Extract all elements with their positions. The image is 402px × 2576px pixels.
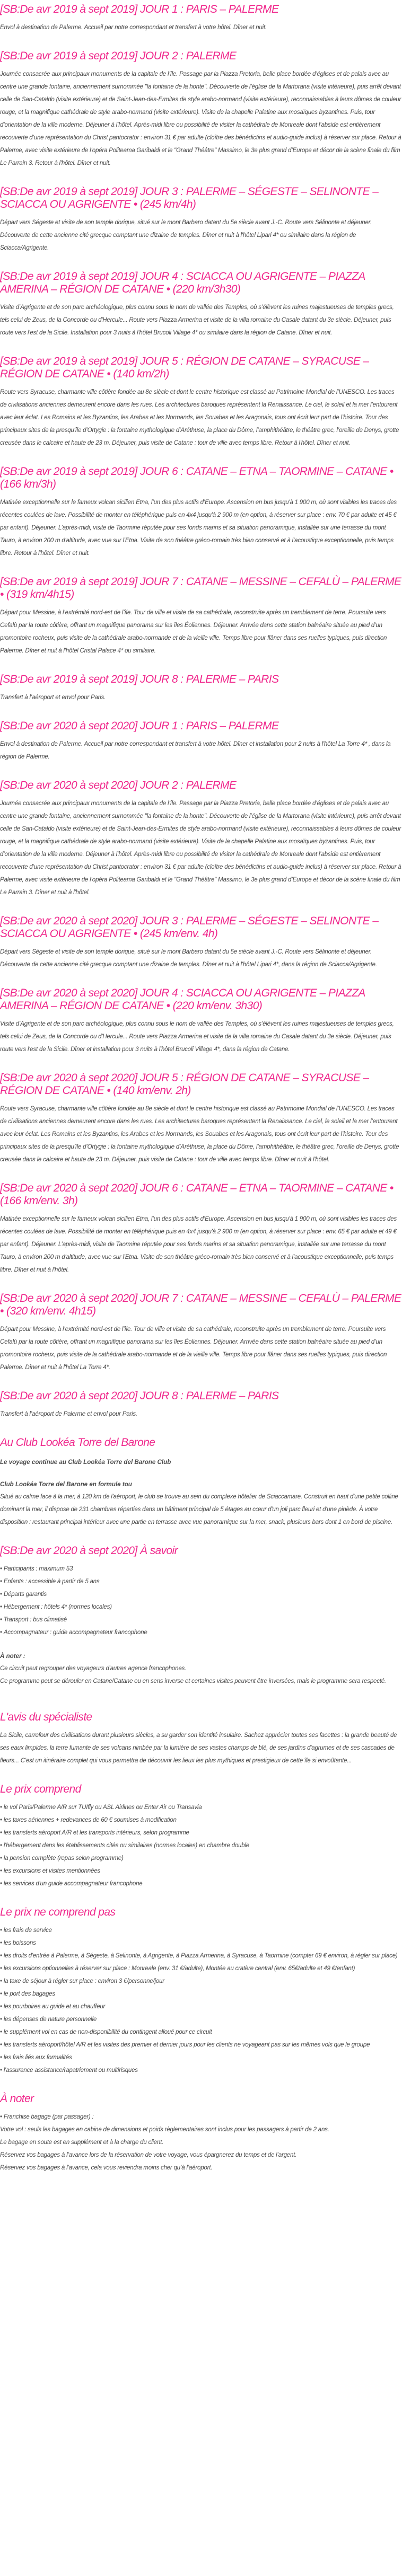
a-savoir-title: [SB:De avr 2020 à sept 2020] À savoir xyxy=(0,1545,178,1557)
day-section xyxy=(0,915,402,971)
list-item: • la pension complète (repas selon programme) xyxy=(0,1855,124,1862)
day-description: Journée consacrée aux principaux monuments de la capitale de l’île. Passage par la Piazza Pretoria, belle place bordée d’églises et de palais avec au centre une grande fontaine, anciennement surnommée "la fontaine de la honte". Découverte de l’église de la Martorana (visite intérieure), puis arrêt devant celle de San-Cataldo (visite extérieure) et de Saint-Jean-des-Ermites de style arabo-normand (visite extérieure), reconnaissables à leurs dômes de couleur rouge, et la magnifique cathédrale de style arabo-normand (visite extérieure). Visite de la chapelle Palatine aux mosaïques byzantines. Puis, tour d’orientation de la ville moderne. Déjeuner à l’hôtel. Après-midi libre ou possibilité de visiter la cathédrale de Monreale dont l’abside est entièrement recouverte d’une représentation du Christ pantocrator : environ 31 € par adulte (cloître des bénédictins et audio-guide inclus) à réserver sur place. Retour à Palerme, avec visite extérieure de l’opéra Politeama Garibaldi et le "Grand Théâtre" Massimo, le 3e plus grand d’Europe et décor de la scène finale du film Le Parrain 3. Retour à l'hôtel. Dîner et nuit. xyxy=(0,70,401,166)
list-item: • les boissons xyxy=(0,1939,36,1946)
bullet-icon: • xyxy=(0,1603,2,1610)
bullet-icon: • xyxy=(0,1990,2,1997)
avis-title: L'avis du spécialiste xyxy=(0,1711,92,1723)
bullet-icon: • xyxy=(0,1867,2,1874)
a-savoir-section xyxy=(0,1545,402,1688)
day-description: Transfert à l’aéroport et envol pour Paris. xyxy=(0,694,106,701)
bullet-icon: • xyxy=(0,2113,2,2120)
day-description: Envol à destination de Palerme. Accueil par notre correspondant et transfert à votre hôtel. Dîner et nuit. xyxy=(0,24,267,31)
note-text: Le bagage en soute est en supplément et à la charge du client. xyxy=(0,2139,164,2146)
club-title: Au Club Lookéa Torre del Barone xyxy=(0,1436,155,1449)
note-text: Réservez vos bagages à l’avance lors de la réservation de votre voyage, vous épargnerez du temps et de l’argent. xyxy=(0,2151,297,2158)
day-title: [SB:De avr 2019 à sept 2019] JOUR 2 : PALERME xyxy=(0,50,237,62)
day-description: Visite d’Agrigente et de son parc archéologique, plus connu sous le nom de vallée des Temples, où s’élèvent les ruines majestueuses de temples grecs, tels celui de Zeus, de la Concorde ou d'Hercule... Route vers Piazza Armerina et visite de la villa romaine du Casale datant du 3e siècle. Déjeuner, puis route vers l'est de la Sicile. Dîner et installation pour 3 nuits à l'hôtel Brucoli Village 4*, dans la région de Catane. xyxy=(0,1020,394,1053)
day-title: [SB:De avr 2019 à sept 2019] JOUR 3 : PALERME – SÉGESTE – SELINONTE – SCIACCA OU AGRIGENTE • (245 km/4h) xyxy=(0,186,379,210)
day-title: [SB:De avr 2020 à sept 2020] JOUR 6 : CATANE – ETNA – TAORMINE – CATANE • (166 km/env. 3h) xyxy=(0,1182,394,1207)
day-title: [SB:De avr 2020 à sept 2020] JOUR 4 : SCIACCA OU AGRIGENTE – PIAZZA AMERINA – RÉGION DE CATANE • (220 km/env. 3h30) xyxy=(0,987,365,1012)
bullet-icon: • xyxy=(0,1952,2,1959)
bullet-icon: • xyxy=(0,1804,2,1811)
day-description: Départ pour Messine, à l’extrémité nord-est de l’île. Tour de ville et visite de sa cathédrale, reconstruite après un tremblement de terre. Poursuite vers Cefalù par la route côtière, offrant un magnifique panorama sur les îles Éoliennes. Déjeuner. Arrivée dans cette station balnéaire située au pied d’un promontoire rocheux, puis visite de la cathédrale arabo-normande et de la vieille ville. Temps libre pour flâner dans ses ruelles typiques, puis direction Palerme. Dîner et nuit à l'hôtel Cristal Palace 4* ou similaire. xyxy=(0,609,387,654)
day-section xyxy=(0,1390,402,1421)
prix-ne-comprend-pas-section xyxy=(0,1906,402,2077)
day-title: [SB:De avr 2020 à sept 2020] JOUR 7 : CATANE – MESSINE – CEFALÙ – PALERME • (320 km/env. 4h15) xyxy=(0,1292,401,1317)
day-description: Matinée exceptionnelle sur le fameux volcan sicilien Etna, l’un des plus actifs d’Europe. Ascension en bus jusqu'à 1 900 m, où sont visibles les traces des récentes coulées de lave. Possibilité de monter en téléphérique puis en 4x4 jusqu'à 2 900 m (en option, à réserver sur place : env. 70 € par adulte et 45 € par enfant). Déjeuner. L’après-midi, visite de Taormine réputée pour ses fonds marins et sa situation panoramique, installée sur une terrasse du mont Tauro, à environ 200 m d'altitude, avec vue sur l'Etna. Visite de son théâtre gréco-romain très bien conservé et à l’acoustique exceptionnelle, puis temps libre. Retour à l'hôtel. Dîner et nuit. xyxy=(0,499,397,557)
list-item: • Enfants : accessible à partir de 5 ans xyxy=(0,1578,100,1585)
day-section xyxy=(0,355,402,449)
list-item: • les dépenses de nature personnelle xyxy=(0,2016,97,2023)
list-item: • le port des bagages xyxy=(0,1990,55,1997)
prix-ne-comprend-pas-title: Le prix ne comprend pas xyxy=(0,1906,116,1918)
note-label: À noter : xyxy=(0,1653,25,1660)
list-item: • les taxes aériennes + redevances de 60 € soumises à modification xyxy=(0,1816,177,1823)
list-item: • les frais liés aux formalités xyxy=(0,2054,72,2061)
day-section xyxy=(0,186,402,254)
day-description: Transfert à l’aéroport de Palerme et envol pour Paris. xyxy=(0,1410,137,1417)
bullet-icon: • xyxy=(0,1578,2,1585)
day-section xyxy=(0,1072,402,1166)
prix-comprend-title: Le prix comprend xyxy=(0,1783,81,1795)
day-description: Matinée exceptionnelle sur le fameux volcan sicilien Etna, l’un des plus actifs d’Europe. Ascension en bus jusqu'à 1 900 m, où sont visibles les traces des récentes coulées de lave. Possibilité de monter en téléphérique puis en 4x4 jusqu'à 2 900 m (en option, à réserver sur place : env. 65 € par adulte et 49 € par enfant). Déjeuner. L’après-midi, visite de Taormine réputée pour ses fonds marins et sa situation panoramique, installée sur une terrasse du mont Tauro, à environ 200 m d'altitude, avec vue sur l'Etna. Visite de son théâtre gréco-romain très bien conservé et à l’acoustique exceptionnelle, puis temps libre. Dîner et nuit à l'hôtel. xyxy=(0,1215,397,1273)
prix-ne-comprend-pas-list xyxy=(0,1924,402,2077)
list-item: • le vol Paris/Palerme A/R sur TUIfly ou ASL Airlines ou Enter Air ou Transavia xyxy=(0,1804,202,1811)
a-noter-list xyxy=(0,2111,402,2123)
bullet-icon: • xyxy=(0,1565,2,1572)
bullet-icon: • xyxy=(0,1616,2,1623)
note-text: Réservez vos bagages à l’avance, cela vous reviendra moins cher qu’à l’aéroport. xyxy=(0,2164,213,2171)
list-item: • les pourboires au guide et au chauffeur xyxy=(0,2003,106,2010)
avis-section xyxy=(0,1711,402,1767)
bullet-icon: • xyxy=(0,1927,2,1934)
day-section xyxy=(0,50,402,170)
bullet-icon: • xyxy=(0,1965,2,1972)
bullet-icon: • xyxy=(0,1939,2,1946)
bullet-icon: • xyxy=(0,1842,2,1849)
bullet-icon: • xyxy=(0,2067,2,2074)
day-description: Départ vers Ségeste et visite de son temple dorique, situé sur le mont Barbaro datant du 5e siècle avant J.-C. Route vers Sélinonte et déjeuner. Découverte de cette ancienne cité grecque comptant une dizaine de temples. Dîner et nuit à l'hôtel Lipari 4* ou similaire dans la région de Sciacca/Agrigente. xyxy=(0,219,372,251)
day-title: [SB:De avr 2019 à sept 2019] JOUR 6 : CATANE – ETNA – TAORMINE – CATANE • (166 km/3h) xyxy=(0,465,394,490)
day-description: Départ pour Messine, à l’extrémité nord-est de l’île. Tour de ville et visite de sa cathédrale, reconstruite après un tremblement de terre. Poursuite vers Cefalù par la route côtière, offrant un magnifique panorama sur les îles Éoliennes. Déjeuner. Arrivée dans cette station balnéaire située au pied d’un promontoire rocheux, puis visite de la cathédrale arabo-normande et de la vieille ville. Temps libre pour flâner dans ses ruelles typiques, puis direction Palerme. Dîner et nuit à l'hôtel La Torre 4*. xyxy=(0,1326,387,1371)
list-item: • Franchise bagage (par passager) : xyxy=(0,2113,94,2120)
list-item: • la taxe de séjour à régler sur place : environ 3 €/personne/jour xyxy=(0,1978,164,1984)
list-item: • les frais de service xyxy=(0,1927,52,1934)
list-item: • Accompagnateur : guide accompagnateur francophone xyxy=(0,1629,147,1636)
day-title: [SB:De avr 2019 à sept 2019] JOUR 1 : PARIS – PALERME xyxy=(0,3,279,15)
day-title: [SB:De avr 2020 à sept 2020] JOUR 1 : PARIS – PALERME xyxy=(0,720,279,732)
day-section xyxy=(0,1182,402,1276)
list-item: • Participants : maximum 53 xyxy=(0,1565,73,1572)
list-item: • les services d'un guide accompagnateur francophone xyxy=(0,1880,143,1887)
day-section xyxy=(0,673,402,704)
prix-comprend-list xyxy=(0,1801,402,1890)
list-item: • Départs garantis xyxy=(0,1591,47,1598)
bullet-icon: • xyxy=(0,2003,2,2010)
day-section xyxy=(0,576,402,657)
prix-comprend-section xyxy=(0,1783,402,1890)
list-item: • Hébergement : hôtels 4* (normes locales) xyxy=(0,1603,112,1610)
day-title: [SB:De avr 2019 à sept 2019] JOUR 5 : RÉGION DE CATANE – SYRACUSE – RÉGION DE CATANE • (140 km/2h) xyxy=(0,355,369,380)
day-section xyxy=(0,779,402,899)
bullet-icon: • xyxy=(0,1855,2,1862)
avis-text: La Sicile, carrefour des civilisations durant plusieurs siècles, a su garder son identité insulaire. Sachez apprécier toutes ses facettes : la grande beauté de ses eaux limpides, la terre fumante de ses volcans nimbée par la lumière de ses vastes champs de blé, de ses jardins d'agrumes et de ses cascades de fleurs... C'est un itinéraire complet qui vous permettra de découvrir les lieux les plus mythiques et prestigieux de cette île si envoûtante... xyxy=(0,1732,397,1764)
club-name: Club Lookéa Torre del Barone en formule tou xyxy=(0,1481,132,1488)
bullet-icon: • xyxy=(0,2041,2,2048)
list-item: • les excursions optionnelles à réserver sur place : Monreale (env. 31 €/adulte), Montée au cratère central (env. 65€/adulte et 49 €/enfant) xyxy=(0,1965,355,1972)
day-section xyxy=(0,720,402,763)
day-section xyxy=(0,987,402,1056)
day-title: [SB:De avr 2020 à sept 2020] JOUR 8 : PALERME – PARIS xyxy=(0,1390,279,1402)
day-section xyxy=(0,1292,402,1374)
day-description: Départ vers Ségeste et visite de son temple dorique, situé sur le mont Barbaro datant du 5e siècle avant J.-C. Route vers Sélinonte et déjeuner. Découverte de cette ancienne cité grecque comptant une dizaine de temples. Dîner et nuit à l'hôtel Lipari 4*, dans la région de Sciacca/Agrigente. xyxy=(0,948,377,968)
bullet-icon: • xyxy=(0,1880,2,1887)
club-subtitle: Le voyage continue au Club Lookéa Torre del Barone Club xyxy=(0,1459,171,1466)
note-text: Ce programme peut se dérouler en Catane/Catane ou en sens inverse et certaines visites peuvent être inversées, mais le programme sera respecté. xyxy=(0,1678,386,1684)
bullet-icon: • xyxy=(0,1591,2,1598)
day-title: [SB:De avr 2020 à sept 2020] JOUR 3 : PALERME – SÉGESTE – SELINONTE – SCIACCA OU AGRIGENTE • (245 km/env. 4h) xyxy=(0,915,379,940)
day-section xyxy=(0,465,402,560)
day-description: Visite d’Agrigente et de son parc archéologique, plus connu sous le nom de vallée des Temples, où s’élèvent les ruines majestueuses de temples grecs, tels celui de Zeus, de la Concorde ou d'Hercule... Route vers Piazza Armerina et visite de la villa romaine du Casale datant du 3e siècle. Déjeuner, puis route vers l'est de la Sicile. Installation pour 3 nuits à l'hôtel Brucoli Village 4* ou similaire dans la région de Catane. Dîner et nuit. xyxy=(0,304,394,336)
day-title: [SB:De avr 2020 à sept 2020] JOUR 5 : RÉGION DE CATANE – SYRACUSE – RÉGION DE CATANE • (140 km/env. 2h) xyxy=(0,1072,369,1097)
list-item: • Transport : bus climatisé xyxy=(0,1616,67,1623)
day-title: [SB:De avr 2020 à sept 2020] JOUR 2 : PALERME xyxy=(0,779,237,791)
bullet-icon: • xyxy=(0,1816,2,1823)
bullet-icon: • xyxy=(0,1629,2,1636)
day-description: Envol à destination de Palerme. Accueil par notre correspondant et transfert à votre hôtel. Dîner et installation pour 2 nuits à l'hôtel La Torre 4* , dans la région de Palerme. xyxy=(0,740,391,760)
note-text: Votre vol : seuls les bagages en cabine de dimensions et poids règlementaires sont inclus pour les passagers à partir de 2 ans. xyxy=(0,2126,329,2133)
day-description: Route vers Syracuse, charmante ville côtière fondée au 8e siècle et dont le centre historique est classé au Patrimoine Mondial de l’UNESCO. Les traces de civilisations anciennes demeurent encore dans les rues. Les architectures baroques représentent la Renaissance. Le ciel, le soleil et la mer l’entourent avec leur éclat. Les Romains et les Byzantins, les Arabes et les Normands, les Souabes et les Aragonais, tous ont écrit leur part de l’histoire. Tour des principaux sites de la presqu'île d’Ortygie : la fontaine mythologique d’Aréthuse, la place du Dôme, l’amphithéâtre, le théâtre grec, l’oreille de Denys, grotte creusée dans le calcaire et haute de 23 m. Déjeuner, puis visite de Catane : tour de ville avec temps libre. Retour à l'hôtel. Dîner et nuit. xyxy=(0,389,399,446)
a-savoir-list xyxy=(0,1563,402,1639)
list-item: • les excursions et visites mentionnées xyxy=(0,1867,100,1874)
day-title: [SB:De avr 2019 à sept 2019] JOUR 7 : CATANE – MESSINE – CEFALÙ – PALERME • (319 km/4h15) xyxy=(0,576,401,601)
a-noter-section xyxy=(0,2093,402,2174)
a-noter-title: À noter xyxy=(0,2093,34,2105)
list-item: • l'hébergement dans les établissements cités ou similaires (normes locales) en chambre double xyxy=(0,1842,249,1849)
note-text: Ce circuit peut regrouper des voyageurs d'autres agence francophones. xyxy=(0,1665,187,1672)
bullet-icon: • xyxy=(0,2028,2,2035)
day-section xyxy=(0,3,402,34)
list-item: • les transferts aéroport/hôtel A/R et les visites des premier et dernier jours pour les clients ne voyageant pas sur les mêmes vols que le groupe xyxy=(0,2041,370,2048)
club-section xyxy=(0,1436,402,1529)
day-section xyxy=(0,270,402,339)
club-description: Situé au calme face à la mer, à 120 km de l'aéroport, le club se trouve au sein du complexe hôtelier de Sciaccamare. Construit en haut d'une petite colline dominant la mer, il dispose de 231 chambres réparties dans un bâtiment principal de 5 étages au cœur d'un joli parc fleuri et d'une pinède. À votre disposition : restaurant principal intérieur avec une partie en terrasse avec vue panoramique sur la mer, snack, plusieurs bars dont 1 en bord de piscine. xyxy=(0,1493,398,1525)
bullet-icon: • xyxy=(0,2054,2,2061)
list-item: • les droits d'entrée à Palerme, à Ségeste, à Selinonte, à Agrigente, à Piazza Armerina, à Syracuse, à Taormine (compter 69 € environ, à régler sur place) xyxy=(0,1952,398,1959)
day-title: [SB:De avr 2019 à sept 2019] JOUR 4 : SCIACCA OU AGRIGENTE – PIAZZA AMERINA – RÉGION DE CATANE • (220 km/3h30) xyxy=(0,270,365,295)
day-description: Journée consacrée aux principaux monuments de la capitale de l’île. Passage par la Piazza Pretoria, belle place bordée d’églises et de palais avec au centre une grande fontaine, anciennement surnommée "la fontaine de la honte". Découverte de l’église de la Martorana (visite intérieure), puis arrêt devant celle de San-Cataldo (visite extérieure) et de Saint-Jean-des-Ermites de style arabo-normand (visite extérieure), reconnaissables à leurs dômes de couleur rouge, et la magnifique cathédrale de style arabo-normand (visite extérieure). Visite de la chapelle Palatine aux mosaïques byzantines. Puis, tour d’orientation de la ville moderne. Déjeuner à l’hôtel. Après-midi libre ou possibilité de visiter la cathédrale de Monreale dont l’abside est entièrement recouverte d’une représentation du Christ pantocrator : environ 31 € par adulte (cloître des bénédictins et audio-guide inclus) à réserver sur place. Retour à Palerme, avec visite extérieure de l’opéra Politeama Garibaldi et le "Grand Théâtre" Massimo, le 3e plus grand d’Europe et décor de la scène finale du film Le Parrain 3. Dîner et nuit à l'hôtel. xyxy=(0,800,401,896)
list-item: • les transferts aéroport A/R et les transports intérieurs, selon programme xyxy=(0,1829,189,1836)
day-title: [SB:De avr 2019 à sept 2019] JOUR 8 : PALERME – PARIS xyxy=(0,673,279,685)
list-item: • l'assurance assistance/rapatriement ou multirisques xyxy=(0,2067,138,2074)
bullet-icon: • xyxy=(0,2016,2,2023)
bullet-icon: • xyxy=(0,1829,2,1836)
day-description: Route vers Syracuse, charmante ville côtière fondée au 8e siècle et dont le centre historique est classé au Patrimoine Mondial de l’UNESCO. Les traces de civilisations anciennes demeurent encore dans les rues. Les architectures baroques représentent la Renaissance. Le ciel, le soleil et la mer l’entourent avec leur éclat. Les Romains et les Byzantins, les Arabes et les Normands, les Souabes et les Aragonais, tous ont écrit leur part de l’histoire. Tour des principaux sites de la presqu'île d’Ortygie : la fontaine mythologique d’Aréthuse, la place du Dôme, l’amphithéâtre, le théâtre grec, l’oreille de Denys, grotte creusée dans le calcaire et haute de 23 m. Déjeuner, puis visite de Catane : tour de ville avec temps libre. Dîner et nuit à l'hôtel. xyxy=(0,1105,399,1163)
bullet-icon: • xyxy=(0,1978,2,1984)
list-item: • le supplément vol en cas de non-disponibilité du contingent alloué pour ce circuit xyxy=(0,2028,212,2035)
